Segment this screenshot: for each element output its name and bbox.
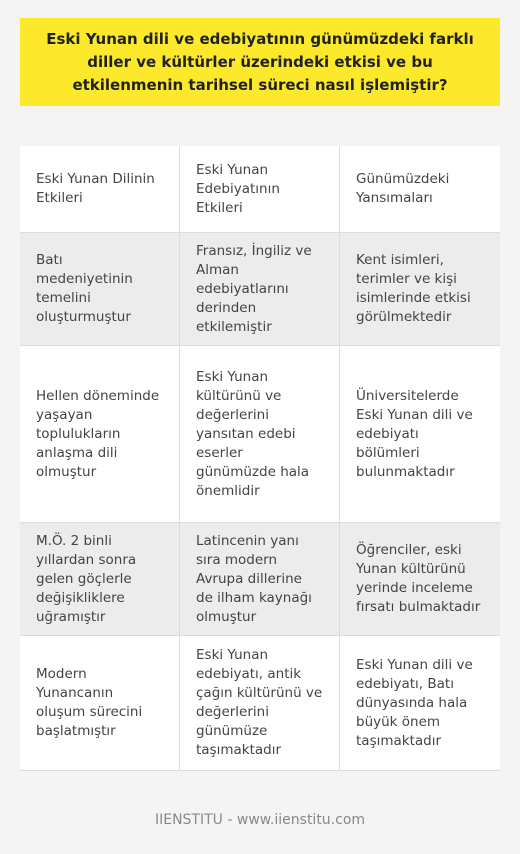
table-row	[20, 636, 500, 771]
table-cell: Eski Yunan edebiyatı, antik çağın kültürünü ve değerlerini günümüze taşımaktadır	[180, 636, 340, 770]
table-cell: Fransız, İngiliz ve Alman edebiyatlarını derinden etkilemiştir	[180, 233, 340, 345]
table-row	[20, 523, 500, 636]
table-cell: Öğrenciler, eski Yunan kültürünü yerinde inceleme fırsatı bulmaktadır	[356, 542, 481, 615]
table-cell: Eski Yunan dili ve edebiyatı, Batı dünyasında hala büyük önem taşımaktadır	[356, 656, 473, 749]
comparison-table	[20, 146, 500, 771]
table-cell: Hellen döneminde yaşayan toplulukların anlaşma dili olmuştur	[20, 346, 180, 522]
table-row	[20, 233, 500, 346]
table-cell: M.Ö. 2 binli yıllardan sonra gelen göçlerle değişikliklere uğramıştır	[20, 523, 180, 635]
table-cell: Kent isimleri, terimler ve kişi isimlerinde etkisi görülmektedir	[356, 252, 471, 325]
table-cell: Eski Yunan kültürünü ve değerlerini yansıtan edebi eserler günümüzde hala önemlidir	[180, 346, 340, 522]
table-header-cell: Eski Yunan Dilinin Etkileri	[20, 146, 180, 232]
table-header-cell: Eski Yunan Edebiyatının Etkileri	[180, 146, 340, 232]
table-row	[20, 346, 500, 523]
title-banner	[20, 18, 500, 106]
table-header-cell: Günümüzdeki Yansımaları	[356, 171, 450, 206]
footer-credit: IIENSTITU - www.iienstitu.com	[154, 812, 366, 828]
table-header-row	[20, 146, 500, 233]
page-title: Eski Yunan dili ve edebiyatının günümüzdeki farklı diller ve kültürler üzerindeki etkisi ve bu etkilenmenin tarihsel süreci nasıl işlemiştir?	[46, 29, 474, 94]
table-cell: Batı medeniyetinin temelini oluşturmuştur	[20, 233, 180, 345]
table-cell: Latincenin yanı sıra modern Avrupa dillerine de ilham kaynağı olmuştur	[180, 523, 340, 635]
table-cell: Modern Yunancanın oluşum sürecini başlatmıştır	[20, 636, 180, 770]
table-cell: Üniversitelerde Eski Yunan dili ve edebiyatı bölümleri bulunmaktadır	[356, 387, 473, 480]
